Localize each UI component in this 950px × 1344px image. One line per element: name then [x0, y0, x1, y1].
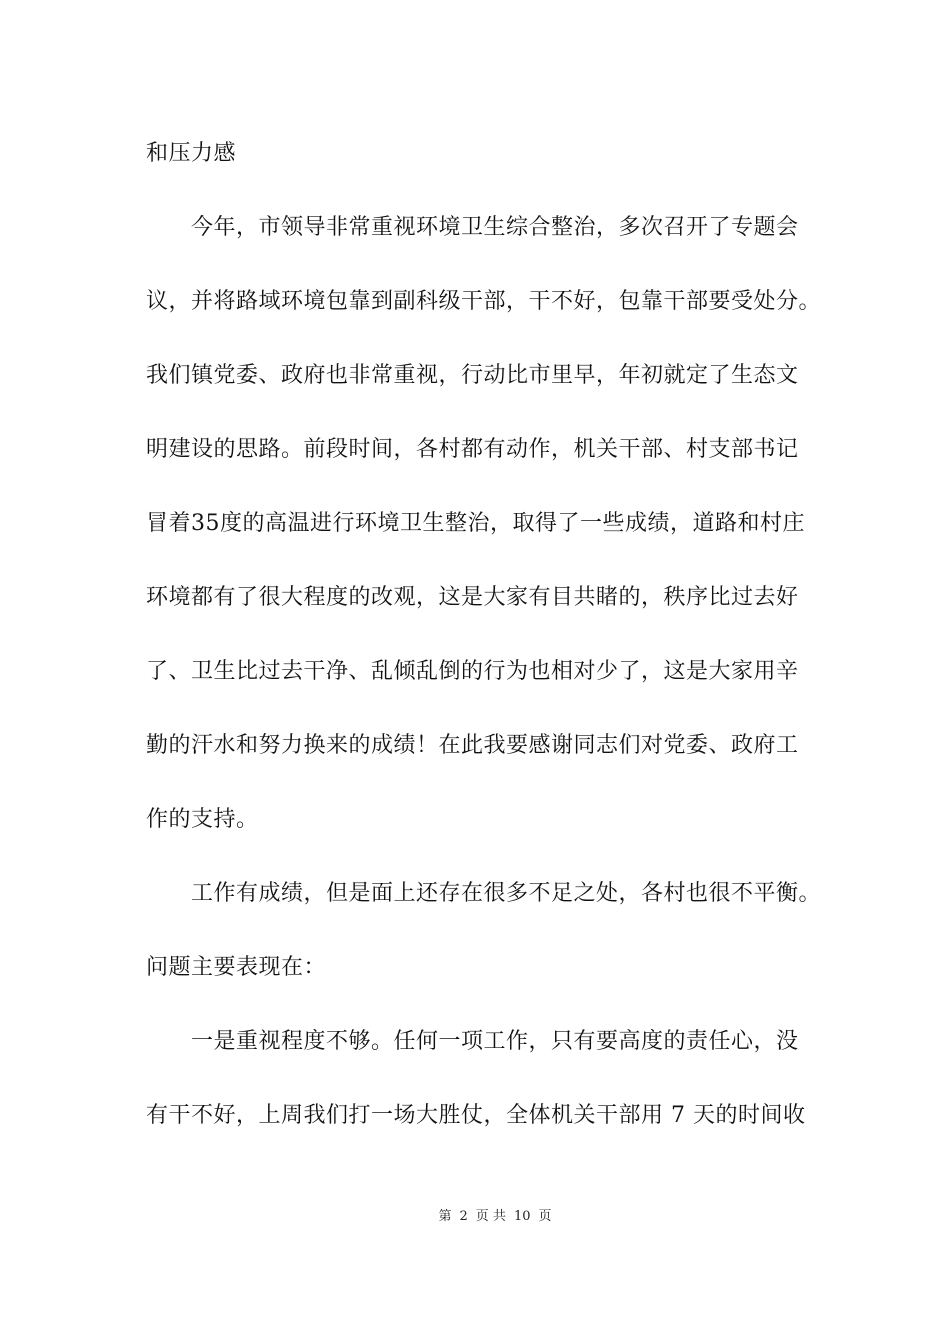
text-line: 和压力感: [146, 141, 237, 166]
text-line: 明建设的思路。前段时间，各村都有动作，机关干部、村支部书记: [146, 437, 799, 462]
text-line: 我们镇党委、政府也非常重视，行动比市里早，年初就定了生态文: [146, 363, 799, 388]
text-line: 有干不好，上周我们打一场大胜仗，全体机关干部用 7 天的时间收: [146, 1103, 806, 1128]
text-line: 问题主要表现在：: [146, 955, 327, 980]
text-line: 议，并将路域环境包靠到副科级干部，干不好，包靠干部要受处分。: [146, 289, 822, 314]
text-line: 一是重视程度不够。任何一项工作，只有要高度的责任心，没: [146, 1029, 799, 1054]
footer-middle: 页 共: [475, 1209, 506, 1224]
text-line: 冒着35度的高温进行环境卫生整治，取得了一些成绩，道路和村庄: [146, 511, 805, 536]
footer-suffix: 页: [538, 1209, 552, 1224]
current-page-number: 2: [459, 1209, 468, 1224]
text-line: 勤的汗水和努力换来的成绩！在此我要感谢同志们对党委、政府工: [146, 733, 799, 758]
text-line: 环境都有了很大程度的改观，这是大家有目共睹的，秩序比过去好: [146, 585, 799, 610]
text-line: 今年，市领导非常重视环境卫生综合整治，多次召开了专题会: [146, 215, 799, 240]
text-line: 了、卫生比过去干净、乱倾乱倒的行为也相对少了，这是大家用辛: [146, 659, 799, 684]
total-pages-number: 10: [513, 1209, 531, 1224]
footer-prefix: 第: [438, 1209, 452, 1224]
text-line: 工作有成绩，但是面上还存在很多不足之处，各村也很不平衡。: [146, 881, 822, 906]
text-line: 作的支持。: [146, 807, 259, 832]
page-footer: [0, 1208, 950, 1226]
